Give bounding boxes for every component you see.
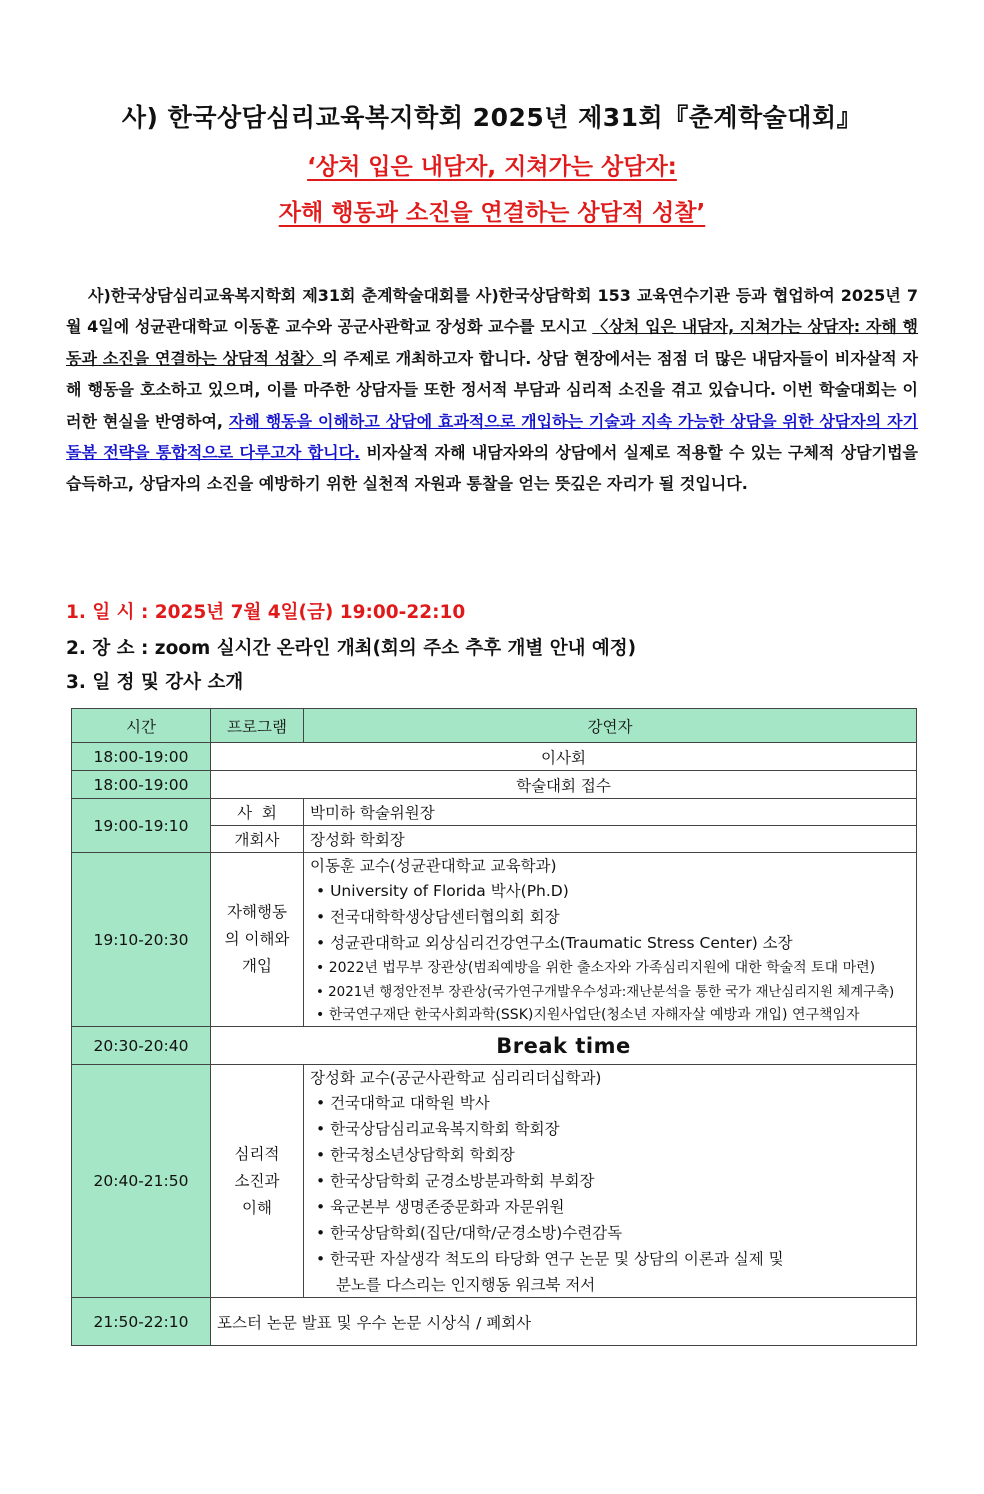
time-cell: 18:00-19:00	[72, 771, 211, 799]
header-speaker: 강연자	[304, 709, 917, 743]
program-cell: 포스터 논문 발표 및 우수 논문 시상식 / 폐회사	[211, 1298, 917, 1346]
table-row	[72, 771, 917, 799]
break-time-label: Break time	[211, 1027, 917, 1065]
list-item: • 2022년 법무부 장관상(범죄예방을 위한 출소자와 가족심리지원에 대한 학술적 토대 마련)	[316, 960, 876, 976]
schedule-heading: 3. 일 정 및 강사 소개	[66, 672, 244, 693]
list-item: • 한국판 자살생각 척도의 타당화 연구 논문 및 상담의 이론과 실제 및	[316, 1250, 784, 1268]
speaker-name: 이동훈 교수(성균관대학교 교육학과)	[310, 857, 557, 875]
list-item: • 한국청소년상담학회 학회장	[316, 1146, 515, 1164]
list-item: • University of Florida 박사(Ph.D)	[316, 882, 569, 900]
speaker-cell: 박미하 학술위원장	[304, 799, 917, 826]
time-cell: 21:50-22:10	[72, 1298, 211, 1346]
program-cell: 사 회	[211, 799, 304, 826]
list-item: • 2021년 행정안전부 장관상(국가연구개발우수성과:재난분석을 통한 국가 재난심리지원 체계구축)	[316, 985, 895, 1000]
time-cell: 18:00-19:00	[72, 743, 211, 771]
table-row	[72, 743, 917, 771]
time-cell: 19:10-20:30	[72, 853, 211, 1027]
list-item: • 건국대학교 대학원 박사	[316, 1094, 490, 1112]
event-date: 1. 일 시 : 2025년 7월 4일(금) 19:00-22:10	[66, 602, 466, 623]
time-cell: 20:30-20:40	[72, 1027, 211, 1065]
list-item: • 한국상담학회(집단/대학/군경소방)수련감독	[316, 1224, 623, 1242]
schedule-table	[71, 708, 917, 1346]
header-time: 시간	[72, 709, 211, 743]
speaker-cell	[304, 853, 917, 1027]
list-item: • 한국상담학회 군경소방분과학회 부회장	[316, 1172, 595, 1190]
table-row	[72, 1065, 917, 1298]
table-header-row	[72, 709, 917, 743]
list-item: • 성균관대학교 외상심리건강연구소(Traumatic Stress Center) 소장	[316, 934, 793, 952]
document-title: 사) 한국상담심리교육복지학회 2025년 제31회『춘계학술대회』	[121, 103, 863, 132]
intro-paragraph: 사)한국상담심리교육복지학회 제31회 춘계학술대회를 사)한국상담학회 153 교육연수기관 등과 협업하여 2025년 7월 4일에 성균관대학교 이동훈 교수와 공군사관학교 장성화 교수를 모시고 〈상처 입은 내담자, 지쳐가는 상담자: 자해 행동과 소진을 연결하는 상담적 성찰〉의 주제로 개최하고자 합니다. 상담 현장에서는 점점 더 많은 내담자들이 비자살적 자해 행동을 호소하고 있으며, 이를 마주한 상담자들 또한 정서적 부담과 심리적 소진을 겪고 있습니다. 이번 학술대회는 이러한 현실을 반영하여, 자해 행동을 이해하고 상담에 효과적으로 개입하는 기술과 지속 가능한 상담을 위한 상담자의 자기돌봄 전략을 통합적으로 다루고자 합니다. 비자살적 자해 내담자와의 상담에서 실제로 적용할 수 있는 구체적 상담기법을 습득하고, 상담자의 소진을 예방하기 위한 실천적 자원과 통찰을 얻는 뜻깊은 자리가 될 것입니다.	[66, 286, 918, 494]
program-cell: 자해행동 의 이해와 개입	[211, 853, 304, 1027]
table-row	[72, 853, 917, 1027]
speaker-name: 장성화 교수(공군사관학교 심리리더십학과)	[310, 1069, 602, 1087]
program-cell: 학술대회 접수	[211, 771, 917, 799]
time-cell: 20:40-21:50	[72, 1065, 211, 1298]
event-place: 2. 장 소 : zoom 실시간 온라인 개최(회의 주소 추후 개별 안내 예정)	[66, 638, 637, 659]
subtitle-line-1: ‘상처 입은 내담자, 지쳐가는 상담자:	[307, 154, 677, 180]
table-row	[72, 1027, 917, 1065]
list-item: • 한국상담심리교육복지학회 학회장	[316, 1120, 560, 1138]
list-item: • 육군본부 생명존중문화과 자문위원	[316, 1198, 565, 1216]
time-cell: 19:00-19:10	[72, 799, 211, 853]
header-program: 프로그램	[211, 709, 304, 743]
subtitle-line-2: 자해 행동과 소진을 연결하는 상담적 성찰’	[278, 200, 706, 226]
list-item-continuation: 분노를 다스리는 인지행동 워크북 저서	[336, 1276, 596, 1294]
program-cell: 이사회	[211, 743, 917, 771]
program-cell: 심리적 소진과 이해	[211, 1065, 304, 1298]
list-item: • 전국대학학생상담센터협의회 회장	[316, 908, 560, 926]
table-row	[72, 1298, 917, 1346]
speaker-cell	[304, 1065, 917, 1298]
intro-purpose-highlight: 자해 행동을 이해하고 상담에 효과적으로 개입하는 기술과 지속 가능한 상담을 위한 상담자의 자기돌봄 전략을 통합적으로 다루고자 합니다.	[66, 411, 918, 463]
program-cell: 개회사	[211, 826, 304, 853]
list-item: • 한국연구재단 한국사회과학(SSK)지원사업단(청소년 자해자살 예방과 개입) 연구책임자	[316, 1007, 860, 1023]
intro-theme-underlined: 〈상처 입은 내담자, 지쳐가는 상담자: 자해 행동과 소진을 연결하는 상담적 성찰〉	[66, 317, 918, 368]
speaker-cell: 장성화 학회장	[304, 826, 917, 853]
table-row	[72, 799, 917, 826]
